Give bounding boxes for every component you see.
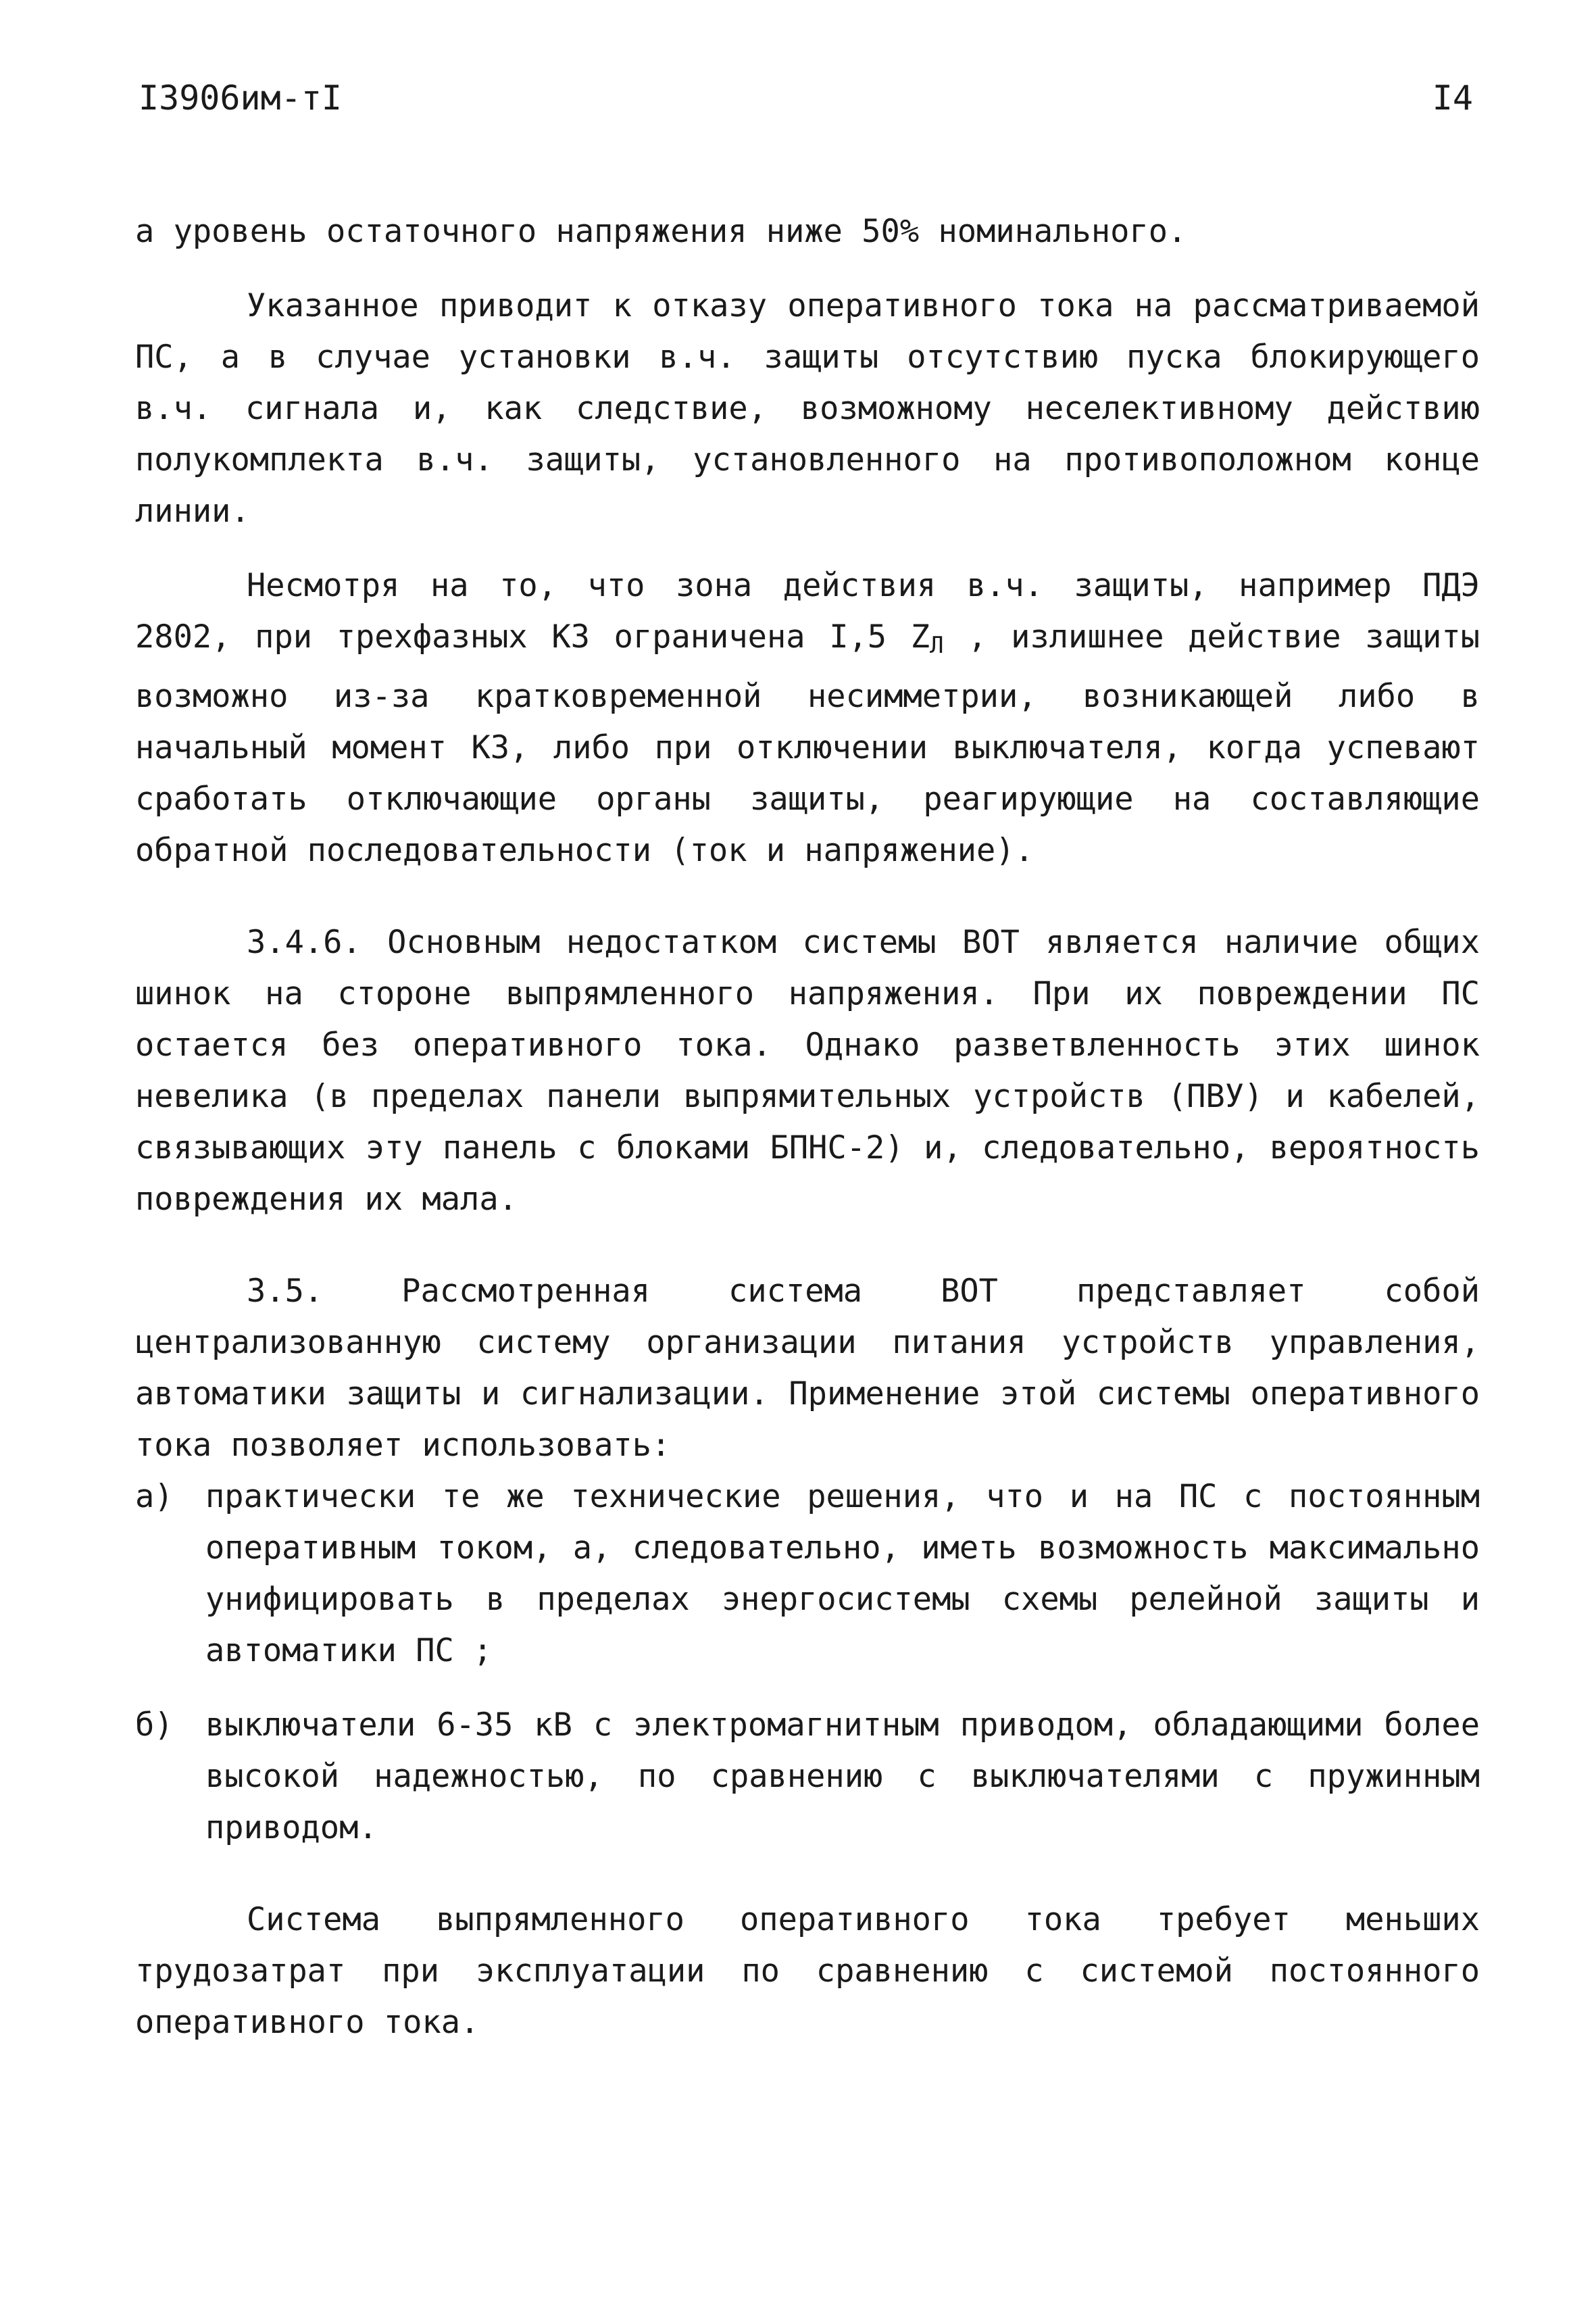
list-marker: а) xyxy=(135,1478,174,1515)
paragraph-text-before-formula: Несмотря на то, что зона действия в.ч. защиты, например ПДЭ 2802, при трехфазных КЗ ограничена I,5 xyxy=(135,567,1480,656)
paragraph-closing: Система выпрямленного оперативного тока требует меньших трудозатрат при эксплуатации по сравнению с системой постоянного оперативного тока. xyxy=(135,1901,1480,2041)
section-3-5: 3.5. Рассмотренная система ВОТ представляет собой централизованную систему организации питания устройств управления, автоматики защиты и сигнализации. Применение этой системы оперативного тока позволяет использовать: xyxy=(135,1273,1480,1464)
page-body xyxy=(135,206,1480,2048)
paragraph-continuation: а уровень остаточного напряжения ниже 50% номинального. xyxy=(135,213,1187,250)
paragraph-consequence: Указанное приводит к отказу оперативного тока на рассматриваемой ПС, а в случае установки в.ч. защиты отсутствию пуска блокирующего в.ч. сигнала и, как следствие, возможному неселективному действию полукомплекта в.ч. защиты, установленного на противоположном конце линии. xyxy=(135,287,1480,530)
section-3-4-6: 3.4.6. Основным недостатком системы ВОТ является наличие общих шинок на стороне выпрямленного напряжения. При их повреждении ПС остается без оперативного тока. Однако разветвленность этих шинок невелика (в пределах панели выпрямительных устройств (ПВУ) и кабелей, связывающих эту панель с блоками БПНС-2) и, следовательно, вероятность повреждения их мала. xyxy=(135,924,1480,1218)
list-item xyxy=(135,1471,1480,1677)
list-item-text: выключатели 6-35 кВ с электромагнитным приводом, обладающими более высокой надежностью, по сравнению с выключателями с пружинным приводом. xyxy=(205,1706,1480,1846)
paragraph-text-after-formula: , излишнее действие защиты возможно из-за кратковременной несимметрии, возникающей либо в начальный момент КЗ, либо при отключении выключателя, когда успевают сработать отключающие органы защиты, реагирующие на составляющие обратной последовательности (ток и напряжение). xyxy=(135,618,1480,869)
page-header xyxy=(139,74,1473,122)
page-number: I4 xyxy=(1432,78,1473,118)
impedance-symbol: Z xyxy=(910,618,930,656)
list-item-text: практически те же технические решения, что и на ПС с постоянным оперативным током, а, следовательно, иметь возможность максимально унифицировать в пределах энергосистемы схемы релейной защиты и автоматики ПС ; xyxy=(205,1478,1480,1669)
list-marker: б) xyxy=(135,1706,174,1744)
document-code: I3906им-тI xyxy=(139,78,343,118)
paragraph-hf-protection xyxy=(135,560,1480,877)
list-item xyxy=(135,1700,1480,1854)
impedance-subscript: Л xyxy=(930,632,944,659)
